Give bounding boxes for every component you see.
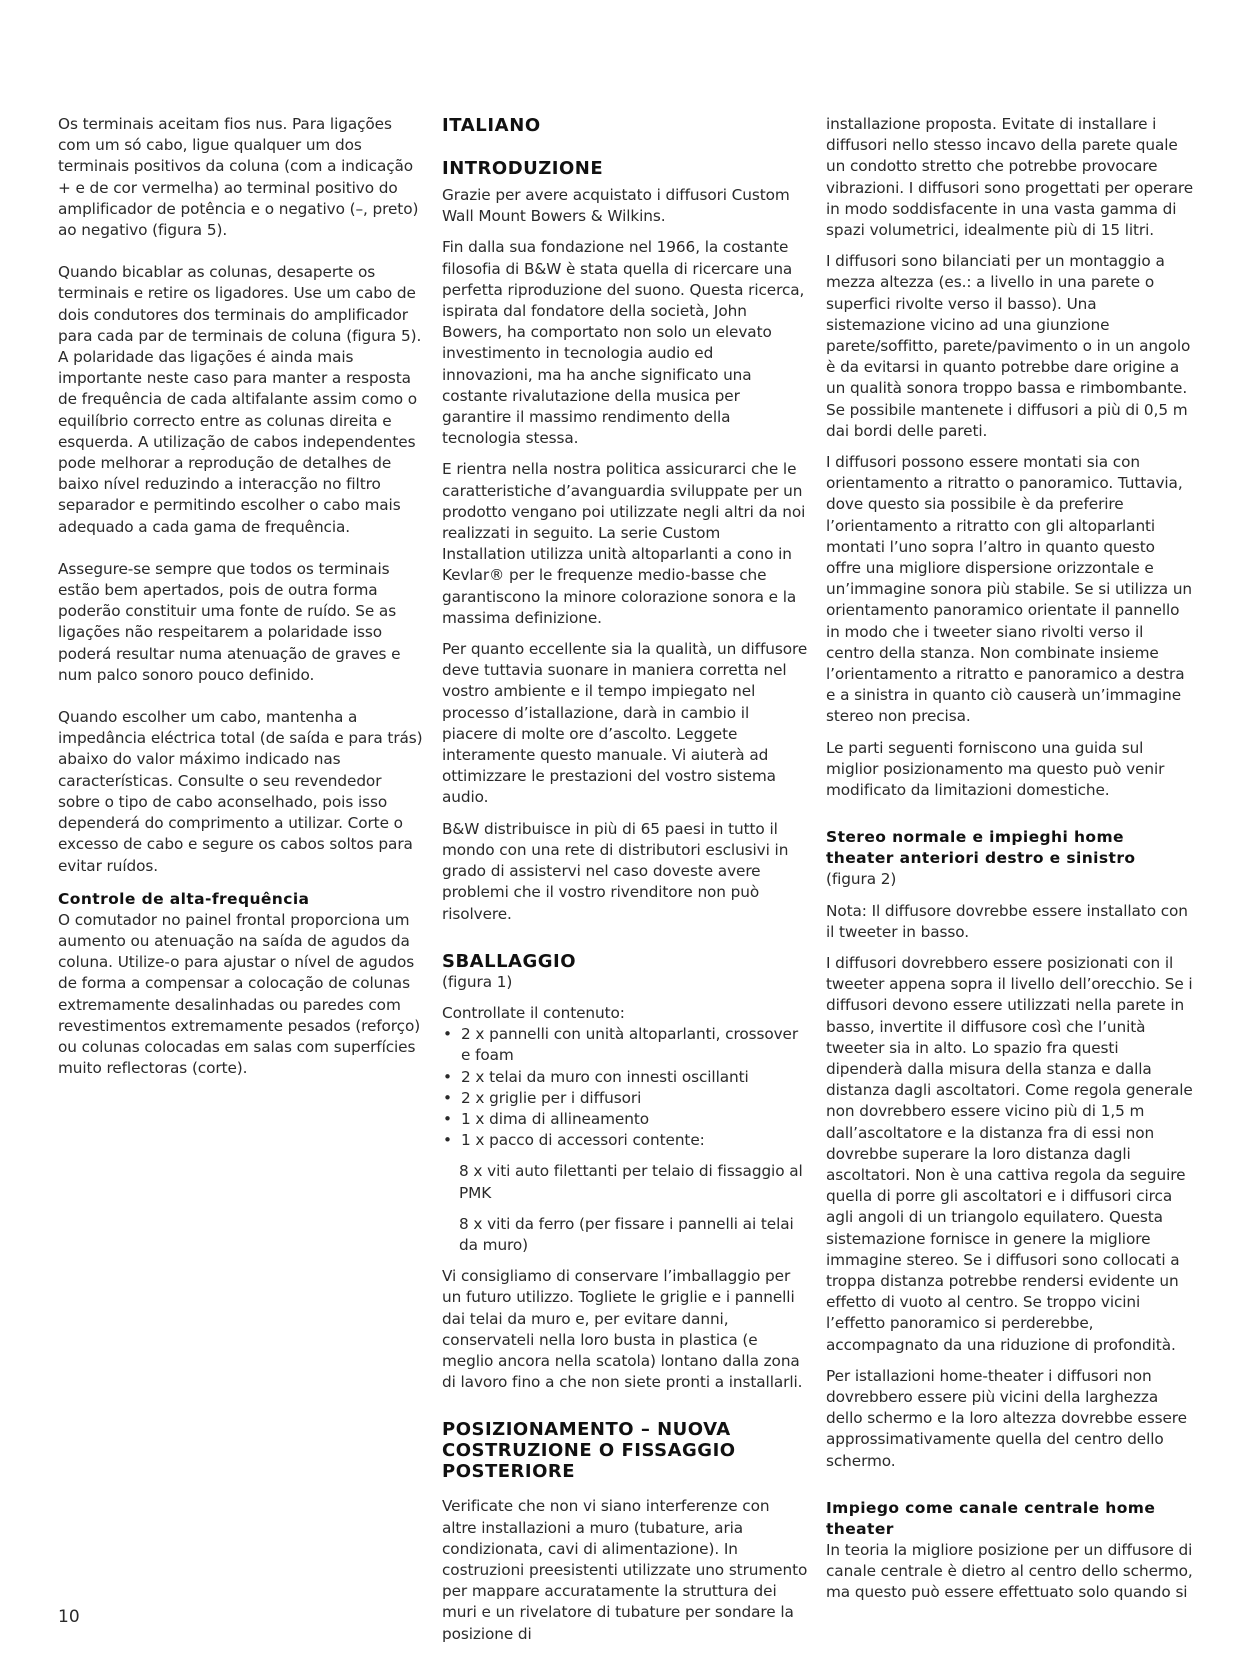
- column-italian-1: [442, 114, 808, 1655]
- paragraph: Os terminais aceitam fios nus. Para ligações com um só cabo, ligue qualquer um dos terminais positivos da coluna (com a indicação + e de cor vermelha) ao terminal positivo do amplificador de potência e o negativo (–, preto) ao negativo (figura 5).: [58, 115, 419, 240]
- paragraph: Quando bicablar as colunas, desaperte os terminais e retire os ligadores. Use um cabo de dois condutores dos terminais do amplificador para cada par de terminais de coluna (figura 5). A polaridade das ligações é ainda mais importante neste caso para manter a resposta de frequência de cada altifalante assim como o equilíbrio correcto entre as colunas direita e esquerda. A utilização de cabos independentes pode melhorar a reprodução de detalhes de baixo nível reduzindo a interacção no filtro separador e permitindo escolher o cabo mais adequado a cada gama de frequência.: [58, 263, 422, 536]
- list-item: • 2 x telai da muro con innesti oscillanti: [442, 1067, 808, 1088]
- list-item: • 1 x dima di allineamento: [442, 1109, 808, 1130]
- paragraph: I diffusori sono bilanciati per un montaggio a mezza altezza (es.: a livello in una parete o superfici rivolte verso il basso). Una sistemazione vicino ad una giunzione parete/soffitto, parete/pavimento o in un angolo è da evitarsi in quanto potrebbe dare origine a un qualità sonora troppo bassa e rimbombante. Se possibile mantenete i diffusori a più di 0,5 m dai bordi delle pareti.: [826, 252, 1191, 440]
- list-item: • 2 x griglie per i diffusori: [442, 1088, 808, 1109]
- paragraph: E rientra nella nostra politica assicurarci che le caratteristiche d’avanguardia sviluppate per un prodotto vengano poi utilizzate negli altri da noi realizzati in seguito. La serie Custom Installation utilizza unità altoparlanti a cono in Kevlar® per le frequenze medio-basse che garantiscono la minore colorazione sonora e la massima definizione.: [442, 460, 806, 627]
- paragraph: Assegure-se sempre que todos os terminais estão bem apertados, pois de outra forma poderão constituir uma fonte de ruído. Se as ligações não respeitarem a polaridade isso poderá resultar numa atenuação de graves e num palco sonoro pouco definido.: [58, 559, 401, 684]
- note: Nota: Il diffusore dovrebbe essere installato con il tweeter in basso.: [826, 901, 1188, 941]
- paragraph: Per istallazioni home-theater i diffusori non dovrebbero essere più vicini della larghezza dello schermo e la loro altezza dovrebbe essere approssimativamente quella del centro dello schermo.: [826, 1366, 1187, 1470]
- language-heading: ITALIANO: [442, 115, 541, 136]
- section-heading-center-channel: Impiego come canale centrale home theater: [826, 1498, 1156, 1538]
- paragraph: Grazie per avere acquistato i diffusori Custom Wall Mount Bowers & Wilkins.: [442, 186, 790, 226]
- paragraph: Controllate il contenuto:: [442, 1003, 625, 1022]
- section-heading-positioning: POSIZIONAMENTO – NUOVA COSTRUZIONE O FISSAGGIO POSTERIORE: [442, 1419, 736, 1483]
- sub-list-item: 8 x viti auto filettanti per telaio di fissaggio al PMK: [459, 1162, 803, 1202]
- figure-reference: (figura 2): [826, 870, 897, 889]
- sub-list-item: 8 x viti da ferro (per fissare i pannelli ai telai da muro): [459, 1214, 794, 1254]
- section-heading-introduction: INTRODUZIONE: [442, 158, 604, 179]
- page-number: 10: [58, 1607, 80, 1627]
- paragraph: Verificate che non vi siano interferenze con altre installazioni a muro (tubature, aria condizionata, cavi di alimentazione). In costruzioni preesistenti utilizzate uno strumento per mappare accuratamente la struttura dei muri e un rivelatore di tubature per sondare la posizione di: [442, 1497, 808, 1643]
- paragraph: installazione proposta. Evitate di installare i diffusori nello stesso incavo della parete quale un condotto stretto che potrebbe provocare vibrazioni. I diffusori sono progettati per operare in modo soddisfacente in una vasta gamma di spazi volumetrici, idealmente più di 15 litri.: [826, 115, 1194, 240]
- paragraph: O comutador no painel frontal proporciona um aumento ou atenuação na saída de agudos da coluna. Utilize-o para ajustar o nível de agudos de forma a compensar a colocação de colunas extremamente desalinhadas ou paredes com revestimentos extremamente pesados (reforço) ou colunas colocadas em salas com superfícies muito reflectoras (corte).: [58, 910, 421, 1078]
- column-italian-2: [826, 114, 1194, 1613]
- column-portuguese: [58, 114, 426, 1100]
- section-heading-unpacking: SBALLAGGIO: [442, 950, 577, 972]
- paragraph: Vi consigliamo di conservare l’imballaggio per un futuro utilizzo. Togliete le griglie e i pannelli dai telai da muro e, per evitare danni, conservateli nella loro busta in plastica (e meglio ancora nella scatola) lontano dalla zona di lavoro fino a che non siete pronti a installarli.: [442, 1267, 803, 1392]
- paragraph: I diffusori possono essere montati sia con orientamento a ritratto o panoramico. Tuttavia, dove questo sia possibile è da preferire l’orientamento a ritratto con gli altoparlanti montati l’uno sopra l’altro in quanto questo offre una migliore dispersione orizzontale e un’immagine sonora più stabile. Se si utilizza un orientamento panoramico orientate il pannello in modo che i tweeter siano rivolti verso il centro della stanza. Non combinate insieme l’orientamento a ritratto e panoramico a destra e a sinistra in quanto ciò causerà un’immagine stereo non precisa.: [826, 453, 1193, 726]
- section-heading-stereo: Stereo normale e impieghi home theater anteriori destro e sinistro: [826, 828, 1136, 868]
- contents-list: [442, 1024, 808, 1151]
- paragraph: Le parti seguenti forniscono una guida sul miglior posizionamento ma questo può venir modificato da limitazioni domestiche.: [826, 738, 1165, 800]
- paragraph: B&W distribuisce in più di 65 paesi in tutto il mondo con una rete di distributori esclusivi in grado di assistervi nel caso doveste avere problemi che il vostro rivenditore non può risolvere.: [442, 819, 789, 923]
- list-item: • 1 x pacco di accessori contente:: [442, 1130, 808, 1151]
- paragraph: I diffusori dovrebbero essere posizionati con il tweeter appena sopra il livello dell’orecchio. Se i diffusori devono essere utilizzati nella parete in basso, invertite il diffusore così che l’unità tweeter sia in alto. Lo spazio fra questi dipenderà dalla misura della stanza e dalla distanza dagli ascoltatori. Come regola generale non dovrebbero essere vicino più di 1,5 m dall’ascoltatore e la distanza fra di essi non dovrebbe superare la loro distanza dagli ascoltatori. Non è una cattiva regola da seguire quella di porre gli ascoltatori e i diffusori circa agli angoli di un triangolo equilatero. Questa sistemazione fornisce in genere la migliore immagine stereo. Se i diffusori sono collocati a troppa distanza potrebbe rendersi evidente un effetto di vuoto al centro. Se troppo vicini l’effetto panoramico si perderebbe, accompagnato da una riduzione di profondità.: [826, 953, 1193, 1354]
- paragraph: Fin dalla sua fondazione nel 1966, la costante filosofia di B&W è stata quella di ricercare una perfetta riproduzione del suono. Questa ricerca, ispirata dal fondatore della società, John Bowers, ha comportato non solo un elevato investimento in tecnologia audio ed innovazioni, ma ha anche significato una costante rivalutazione della musica per garantire il massimo rendimento della tecnologia stessa.: [442, 238, 805, 448]
- paragraph: In teoria la migliore posizione per un diffusore di canale centrale è dietro al centro dello schermo, ma questo può essere effettuato solo quando si: [826, 1540, 1193, 1602]
- section-heading-high-frequency: Controle de alta-frequência: [58, 889, 310, 908]
- paragraph: Per quanto eccellente sia la qualità, un diffusore deve tuttavia suonare in maniera corretta nel vostro ambiente e il tempo impiegato nel processo d’istallazione, darà in cambio il piacere di molte ore d’ascolto. Leggete interamente questo manuale. Vi aiuterà ad ottimizzare le prestazioni del vostro sistema audio.: [442, 640, 808, 807]
- paragraph: Quando escolher um cabo, mantenha a impedância eléctrica total (de saída e para trás) abaixo do valor máximo indicado nas características. Consulte o seu revendedor sobre o tipo de cabo aconselhado, pois isso dependerá do comprimento a utilizar. Corte o excesso de cabo e segure os cabos soltos para evitar ruídos.: [58, 708, 423, 875]
- list-item: • 2 x pannelli con unità altoparlanti, crossover e foam: [442, 1024, 808, 1066]
- figure-reference: (figura 1): [442, 972, 513, 991]
